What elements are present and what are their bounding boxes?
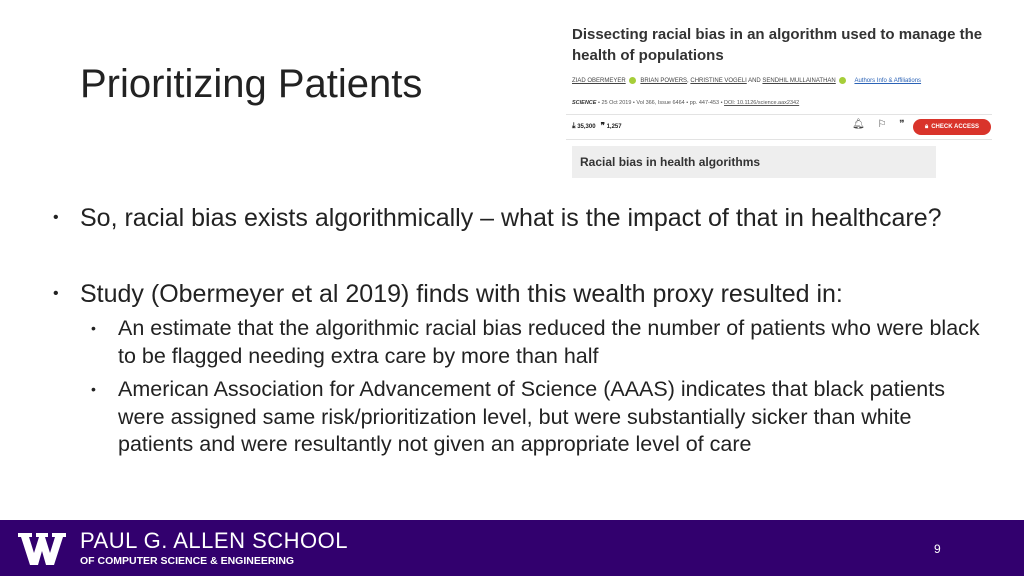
bell-icon[interactable]: 🔔︎ [852,119,865,130]
citations-count: 1,257 [606,124,622,130]
authors-info-link[interactable]: Authors Info & Affiliations [854,78,922,85]
authors-and: AND [748,78,761,85]
download-icon: ⤓ [572,121,576,130]
bullet-marker: • [91,320,96,336]
page-range: pp. 447-453 [689,100,720,106]
article-authors: ZIAD OBERMEYER BRIAN POWERS, CHRISTINE VOGELI AND SENDHIL MULLAINATHAN Authors Info & Affiliations [572,78,922,85]
publish-date: 25 Oct 2019 [601,100,632,106]
sub-bullet-item: • An estimate that the algorithmic racial bias reduced the number of patients who were black to be flagged needing extra care by more than half [91,316,980,368]
school-subtitle: OF COMPUTER SCIENCE & ENGINEERING [80,555,295,567]
bookmark-icon[interactable]: ⚐ [877,119,887,130]
article-banner: Racial bias in health algorithms [572,146,936,178]
article-toolbar [566,114,992,140]
quote-icon[interactable]: ❞ [899,119,905,130]
author-name[interactable]: CHRISTINE VOGELI [690,78,747,85]
check-access-button[interactable]: 🔒︎ CHECK ACCESS [913,119,991,135]
article-tools [852,119,915,130]
bullet-marker: • [53,209,59,226]
volume-issue: Vol 366, Issue 6464 [636,100,685,106]
article-stats [572,121,622,131]
doi-link[interactable]: DOI: 10.1126/science.aax2342 [724,100,800,106]
article-title: Dissecting racial bias in an algorithm used to manage the health of populations [572,26,983,64]
author-name[interactable]: ZIAD OBERMEYER [572,78,626,85]
orcid-icon [629,77,636,84]
lock-icon: 🔒︎ [925,123,929,130]
author-name[interactable]: SENDHIL MULLAINATHAN [762,78,836,85]
article-meta: SCIENCE • 25 Oct 2019 • Vol 366, Issue 6464 • pp. 447-453 • DOI: 10.1126/science.aax2342 [572,100,800,106]
uw-logo [18,531,66,567]
journal-name: SCIENCE [572,100,597,106]
orcid-icon [839,77,846,84]
quote-icon: ❞ [600,121,605,130]
bullet-marker: • [91,381,96,397]
bullet-item: • Study (Obermeyer et al 2019) finds with this wealth proxy resulted in: [53,280,843,308]
slide-title: Prioritizing Patients [80,62,423,106]
sub-bullet-item: • American Association for Advancement of Science (AAAS) indicates that black patients were assigned same risk/prioritization level, but were substantially sicker than white patients and were resultantly not given an appropriate level of care [91,377,945,456]
footer-bar [0,520,1024,576]
bullet-marker: • [53,285,59,302]
views-count: 35,300 [577,124,596,130]
author-name[interactable]: BRIAN POWERS [640,78,688,85]
school-name: PAUL G. ALLEN SCHOOL [80,528,348,553]
page-number: 9 [934,542,941,556]
article-screenshot [566,18,992,182]
bullet-item: • So, racial bias exists algorithmically – what is the impact of that in healthcare? [53,204,942,232]
